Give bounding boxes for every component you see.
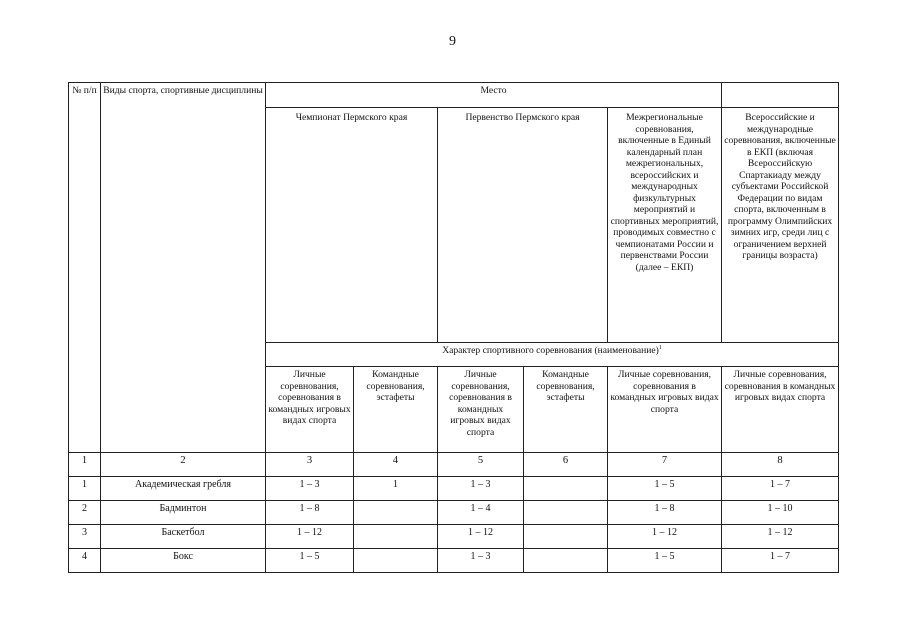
table-row [69, 525, 839, 549]
sport-name: Академическая гребля [101, 477, 266, 501]
header-col-number: № п/п [69, 83, 101, 453]
cell-value: 1 – 5 [608, 477, 722, 501]
header-col-sport: Виды спорта, спортивные дисциплины [101, 83, 266, 453]
column-number: 3 [266, 453, 354, 477]
cell-value: 1 – 10 [722, 501, 839, 525]
cell-value: 1 – 4 [438, 501, 524, 525]
cell-value: 1 – 8 [608, 501, 722, 525]
column-number: 2 [101, 453, 266, 477]
header-interregional: Межрегиональные соревнования, включенные в Единый календарный план межрегиональных, всероссийских и международных физкультурных мероприятий и спортивных мероприятий, проводимых совместно с чемпионатами России и первенствами России (далее – ЕКП) [608, 108, 722, 343]
cell-value: 1 – 12 [608, 525, 722, 549]
subheader-team: Командные соревнования, эстафеты [524, 367, 608, 453]
table-row [69, 477, 839, 501]
column-number: 6 [524, 453, 608, 477]
cell-value: 1 – 3 [266, 477, 354, 501]
row-number: 1 [69, 477, 101, 501]
header-place: Место [266, 83, 722, 108]
cell-value: 1 – 5 [608, 549, 722, 573]
sport-name: Бадминтон [101, 501, 266, 525]
header-place-blank [722, 83, 839, 108]
cell-value: 1 – 12 [438, 525, 524, 549]
header-all-russian: Всероссийские и международные соревнования, включенные в ЕКП (включая Всероссийскую Спартакиаду между субъектами Российской Федерации по видам спорта, включенным в программу Олимпийских зимних игр, среди лиц с ограничением верхней границы возраста) [722, 108, 839, 343]
cell-value [354, 549, 438, 573]
header-character-text: Характер спортивного соревнования (наименование) [442, 345, 659, 357]
header-character [266, 343, 839, 367]
cell-value [524, 525, 608, 549]
footnote-marker: 1 [658, 345, 662, 351]
table-row [69, 549, 839, 573]
header-regional-championship: Чемпионат Пермского края [266, 108, 438, 343]
cell-value: 1 – 5 [266, 549, 354, 573]
column-number: 7 [608, 453, 722, 477]
sport-name: Баскетбол [101, 525, 266, 549]
column-number: 5 [438, 453, 524, 477]
column-number: 8 [722, 453, 839, 477]
column-number: 1 [69, 453, 101, 477]
subheader-individual: Личные соревнования, соревнования в командных игровых видах спорта [438, 367, 524, 453]
subheader-individual: Личные соревнования, соревнования в командных игровых видах спорта [722, 367, 839, 453]
row-number: 2 [69, 501, 101, 525]
subheader-individual: Личные соревнования, соревнования в командных игровых видах спорта [608, 367, 722, 453]
header-regional-first-place: Первенство Пермского края [438, 108, 608, 343]
subheader-individual: Личные соревнования, соревнования в командных игровых видах спорта [266, 367, 354, 453]
cell-value [524, 501, 608, 525]
row-number: 4 [69, 549, 101, 573]
cell-value [354, 525, 438, 549]
table-row [69, 501, 839, 525]
sports-ranking-table [68, 82, 839, 573]
column-number: 4 [354, 453, 438, 477]
cell-value [524, 477, 608, 501]
cell-value: 1 – 7 [722, 549, 839, 573]
page-number: 9 [449, 34, 456, 49]
subheader-team: Командные соревнования, эстафеты [354, 367, 438, 453]
cell-value: 1 – 8 [266, 501, 354, 525]
cell-value: 1 – 12 [722, 525, 839, 549]
sport-name: Бокс [101, 549, 266, 573]
cell-value: 1 [354, 477, 438, 501]
row-number: 3 [69, 525, 101, 549]
cell-value [524, 549, 608, 573]
cell-value [354, 501, 438, 525]
cell-value: 1 – 3 [438, 477, 524, 501]
cell-value: 1 – 7 [722, 477, 839, 501]
cell-value: 1 – 12 [266, 525, 354, 549]
cell-value: 1 – 3 [438, 549, 524, 573]
